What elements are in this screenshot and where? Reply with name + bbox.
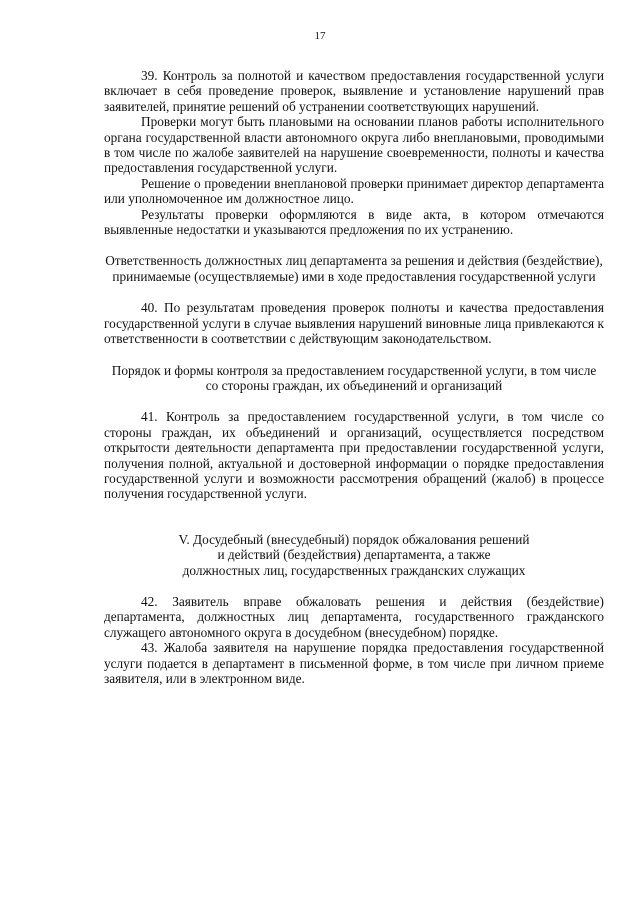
heading-section-v-line-2: и действий (бездействия) департамента, а также: [217, 547, 491, 563]
paragraph-42: 42. Заявитель вправе обжаловать решения и действия (бездействие) департамента, должностных лиц департамента, государственного гражданского служащего автономного округа в досудебном (внесудебном) порядке.: [104, 593, 604, 640]
heading-section-v: [104, 532, 604, 578]
heading-section-v-line-3: должностных лиц, государственных гражданских служащих: [182, 562, 526, 578]
paragraph-43: 43. Жалоба заявителя на нарушение порядка предоставления государственной услуги подается в департамент в письменной форме, в том числе при личном приеме заявителя, или в электронном виде.: [104, 640, 604, 686]
paragraph-inspection-results: Результаты проверки оформляются в виде акта, в котором отмечаются выявленные недостатки и указываются предложения по их устранению.: [104, 206, 604, 238]
paragraph-41: 41. Контроль за предоставлением государственной услуги, в том числе со стороны граждан, их объединений и организаций, осуществляется посредством открытости деятельности департамента при предоставлении государственной услуги, получения полной, актуальной и достоверной информации о порядке предоставления государственной услуги и возможности рассмотрения обращений (жалоб) в процессе получения государственной услуги.: [104, 409, 604, 502]
page-number: 17: [314, 30, 326, 42]
paragraph-inspections: Проверки могут быть плановыми на основании планов работы исполнительного органа государственной власти автономного округа либо внеплановыми, проводимыми в том числе по жалобе заявителей на нарушение своевременности, полноты и качества предоставления государственной услуги.: [104, 114, 604, 176]
document-body: [104, 68, 604, 686]
paragraph-39: 39. Контроль за полнотой и качеством предоставления государственной услуги включает в себя проведение проверок, выявление и установление нарушений прав заявителей, принятие решений об устранении соответствующих нарушений.: [104, 68, 604, 114]
paragraph-unscheduled-decision: Решение о проведении внеплановой проверки принимает директор департамента или уполномоченное им должностное лицо.: [104, 175, 604, 207]
paragraph-40: 40. По результатам проведения проверок полноты и качества предоставления государственной услуги в случае выявления нарушений виновные лица привлекаются к ответственности в соответствии с действующим законодательством.: [104, 300, 604, 347]
heading-control-forms: Порядок и формы контроля за предоставлением государственной услуги, в том числе со стороны граждан, их объединений и организаций: [111, 362, 597, 393]
heading-section-v-line-1: V. Досудебный (внесудебный) порядок обжалования решений: [178, 531, 530, 547]
heading-responsibility: Ответственность должностных лиц департамента за решения и действия (бездействие), принимаемые (осуществляемые) ими в ходе предоставления государственной услуги: [105, 253, 603, 284]
